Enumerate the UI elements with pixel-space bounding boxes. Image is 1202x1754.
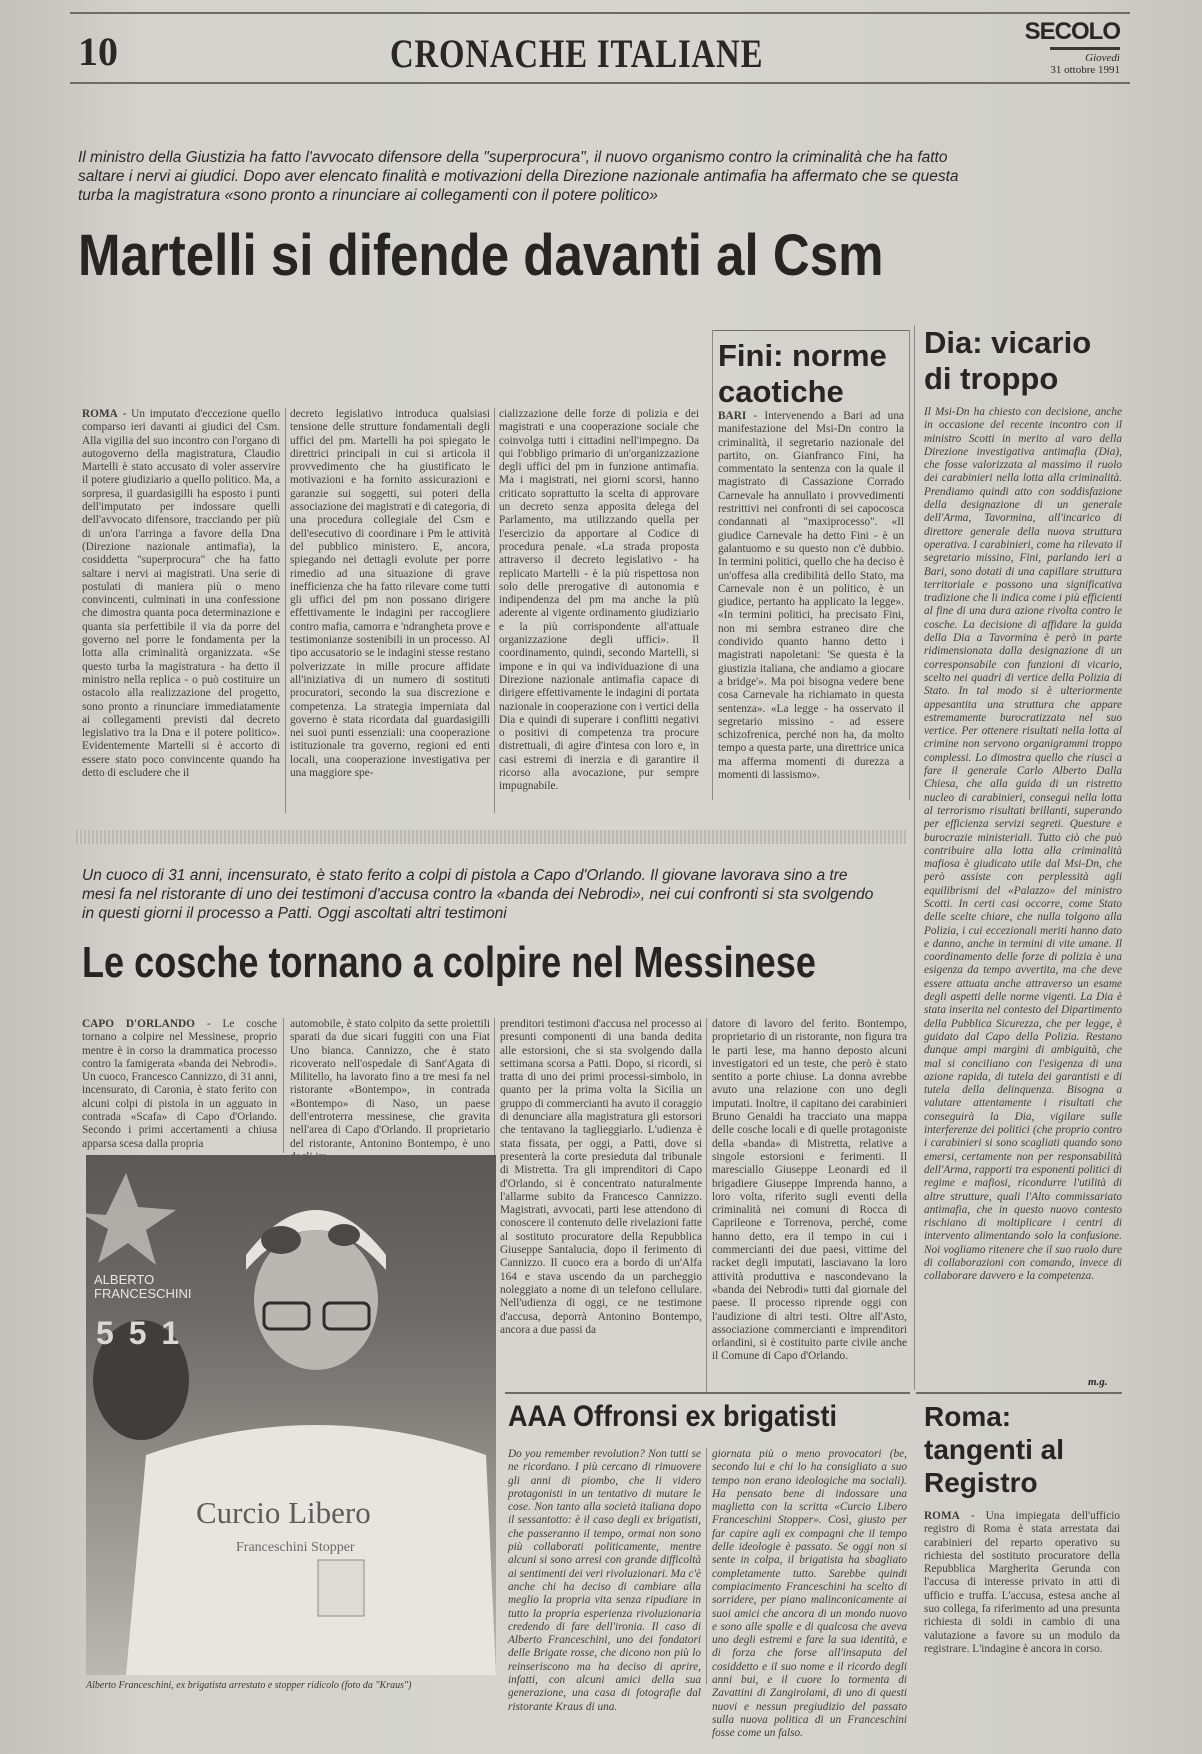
- dia-text: Il Msi-Dn ha chiesto con decisione, anche in occasione del recente incontro con il ministro Scotti in merito al varo della Direzione investigativa antimafia (Dia), che fosse valorizzata al massimo il ruolo dei carabinieri nella lotta alla criminalità. Prendiamo quindi atto con soddisfazione della designazione di un generale dell'Arma, Tavormina, all'incarico di direttore generale della nuova struttura operativa. I carabinieri, come ha rilevato il segretario missino, Fini, parlando ieri a Bari, sono dotati di una capillare struttura territoriale e possono una significativa tradizione che li indica come i più efficienti al fine di una dura azione rivolta contro le cosche. La decisione di affidare la guida della Dia a Tavormina è però in parte ridimensionata dalla designazione di un corresponsabile con funzioni di vicario, scelto nei quadri di vertice della Polizia di Stato. In tal modo si è ulteriormente appesantita una struttura che appare estremamente burocratizzata nel suo vertice. Per ottenere risultati nella lotta al crimine non servono organigrammi troppo complessi. Lo dimostra quello che riuscì a fare il generale Carlo Alberto Dalla Chiesa, che alla guida di un ristretto nucleo di carabinieri, conseguì nella lotta al terrorismo risultati brillanti, superando per efficienza servizi segreti. Questure e burocrazie ministeriali. Tutto ciò che può contribuire alla lotta alla criminalità mafiosa è giudicato utile dal Msi-Dn, che però assiste con perplessità agli equilibrismi del «Palazzo» del ministro Scotti. In certi casi occorre, come Stato delle scelte chiare, che nulla tolgono alla Polizia, i cui eccezionali meriti hanno dato e danno, anche in termini di vite umane. Il coordinamento delle forze di polizia è una esigenza da tempo avvertita, ma che deve essere attuata anche attraverso un esame degli aspetti delle norme vigenti. La Dia è stata inserita nel contesto del Dipartimento della Pubblica Sicurezza, che per legge, è guidato dal Capo della Polizia. Restano dunque ampi margini di ambiguità, che mal si conciliano con l'esigenza di una azione rapida, di tutela dei garantisti e di tutela della delinquenza. Bisogna a valutare attentamente i risultati che conseguirà la Dia, vigilare sulle interferenze dei politici (che proprio contro i carabinieri si sono scagliati quando sono emersi, certamente non per responsabilità dell'Arma, rapporti tra esponenti politici di regime e mafiosi, ricondurre l'utilità di altre strutture, quali l'Alto commissariato antimafia, che in questo nuovo contesto rischiano di moltiplicare i centri di intervento alimentando solo la confusione. Noi vogliamo ritenere che il suo ruolo dure di collaborazioni con comando, invece di collaborare davvero e la competenza.: [924, 406, 1122, 1283]
- dia-signature: m.g.: [1088, 1376, 1108, 1388]
- masthead: [1020, 18, 1120, 76]
- article4-dateline: ROMA: [924, 1510, 960, 1522]
- article1-column-3: cializzazione delle forze di polizia e dei magistrati e una cooperazione sociale che coinvolga tutti i cittadini nell'impegno. Da qui l'obbligo primario di un'organizzazione degli uffici del pm in funzione antimafia. Ma i magistrati, nei giorni scorsi, hanno criticato soprattutto la scelta di approvare un decreto senza apposita delega del Parlamento, ma utilizzando quella per l'esercizio da apportare al Codice di procedura penale. «La strada proposta attraverso il decreto legislativo - ha replicato Martelli - è la più rispettosa non solo delle prerogative di autonomia e indipendenza del pm ma anche la più aderente al vigente ordinamento giudiziario e la più corrispondente all'attuale organizzazione degli uffici». Il coordinamento, quindi, secondo Martelli, si impone e in qui va individuazione di una Direzione nazionale antimafia capace di dirigere effettivamente le indagini di portata nazionale in cooperazione con i vertici della Dia e quindi di superare i conflitti negativi o positivi di competenza tra procure distrettuali, di agire d'intesa con loro e, in casi estremi di inerzia e di garantire il ricorso alla avocazione, pur sempre impugnabile.: [499, 408, 699, 793]
- masthead-title: SECOLO: [1024, 18, 1120, 45]
- article4-body: - Una impiegata dell'ufficio registro di Roma è stata arrestata dai carabinieri del reparto operativo su richiesta del sostituto procuratore della Repubblica Margherita Gerunda con l'accusa di interesse privato in atti di ufficio e truffa. L'accusa, estesa anche al suo collega, fa riferimento ad una presunta richiesta di soldi in cambio di una valutazione a favore su un modulo da registrare. L'indagine è ancora in corso.: [924, 1510, 1120, 1655]
- article1-dateline: ROMA: [82, 408, 118, 420]
- article2-column-4: datore di lavoro del ferito. Bontempo, proprietario di un ristorante, non figura tra le parti lese, ma hanno deposto alcuni investigatori ed un teste, che però è stato sentito a porte chiuse. La donna avrebbe avuto una relazione con uno degli imputati. Inoltre, il capitano dei carabinieri Bruno Genaldi ha tracciato una mappa delle cosche locali e di quelle protagoniste della «banda» di Mistretta, relative a singole estorsioni e ferimenti. Il maresciallo Giuseppe Leonardi ed il brigadiere Giuseppe Imprenda hanno, a loro volta, riferito sugli eventi della criminalità nei comuni di Rocca di Caprileone e Torrenova, perché, come hanno detto, era il tempo in cui i commercianti dei due paesi, vittime del racket degli imputati, lasciavano la loro attività produttiva e nascondevano la «banda dei Nebrodi» tutti dal giornale del paese. Il processo riprende oggi con l'audizione di altri testi. Oltre all'Asto, associazione commercianti e imprenditori orlandini, si è costituito parte civile anche il Comune di Capo d'Orlando.: [712, 1018, 907, 1363]
- franceschini-photo: [86, 1155, 496, 1675]
- masthead-day: Giovedì: [1085, 52, 1120, 64]
- shirt-text-1: Curcio Libero: [196, 1495, 371, 1530]
- article3-headline: AAA Offronsi ex brigatisti: [508, 1400, 838, 1433]
- article1-column-2: decreto legislativo introduca qualsiasi tensione delle strutture fondamentali degli uffici del pm. Martelli ha poi spiegato le direttrici principali in cui si articola il provvedimento che ha giustificato le motivazioni e ha fornito assicurazioni e garanzie sui soggetti, sui poteri della associazione dei magistrati e di categoria, di una procedura collegiale del Csm e dell'esecutivo di coordinare i Pm le attività del pubblico ministero. E, ancora, spiegando nei dettagli evolute per porre rimedio ad una situazione di grave inefficienza che ha fatto rilevare come tutti gli uffici del pm non possano dirigere effettivamente le indagini per raccogliere contro mafia, camorra e 'ndrangheta prove e testimonianze sostenibili in un processo. Al tipo accusatorio se le indagini stesse restano polverizzate in mille procure affidate all'iniziativa di un numero di sostituti procuratori, secondo la sua discrezione e competenza. La strategia imperniata dal governo è stata ricordata dal guardasigilli nei suoi punti essenziali: una cooperazione istituzionale tra governo, regioni ed enti locali, una cooperazione investigativa per una maggiore spe-: [290, 408, 490, 780]
- column-divider: [706, 1448, 707, 1684]
- article3-column-1: Do you remember revolution? Non tutti se ne ricordano. I più cercano di rimuovere gli anni di piombo, che li videro protagonisti in un tentativo di mutare le cose. Non tanto alla società italiana dopo il sessantotto: è il caso degli ex brigatisti, che passeranno il tempo, ormai non sono più collaborati politicamente, mentre alcuni si sono arresi con grande difficoltà ai sentimenti dei veri rivoluzionari. Ma c'è anche chi ha deciso di cambiare alla meglio la propria vita senza ripudiare in tutto la propria esperienza rivoluzionaria credendo di fare dell'ironia. Il caso di Alberto Franceschini, uno dei fondatori delle Brigate rosse, che dicono non più lo reinseriscono ma ha deciso di aprire, infatti, con alcuni amici della sua generazione, una casa di fotografie dal ristorante Kraus di una.: [508, 1448, 701, 1713]
- photo-number: 5 5 1: [96, 1315, 183, 1351]
- article1-headline: Martelli si difende davanti al Csm: [78, 223, 884, 288]
- article2-column-1: [82, 1018, 277, 1158]
- article4-top-rule: [916, 1392, 1122, 1394]
- column-divider: [494, 408, 495, 813]
- column-divider: [706, 1018, 707, 1393]
- article1-column-1: [82, 408, 280, 816]
- article4-title: Roma: tangenti al Registro: [924, 1401, 1065, 1498]
- dia-column-divider: [914, 325, 915, 1390]
- fini-dateline: BARI: [718, 410, 747, 422]
- article-separator: [76, 830, 906, 844]
- article2-column-2: automobile, è stato colpito da sette proiettili sparati da due sicari fuggiti con una Fiat Uno bianca. Cannizzo, che è stato ricoverato nell'ospedale di Sant'Agata di Militello, ha lavorato fino a tre mesi fa nel ristorante «Bontempo», in contrada «Bontempo» di Naso, un paese dell'entroterra messinese, che gravita nell'area di Capo d'Orlando. Il proprietario del ristorante, Antonino Bontempo, è uno: [290, 1018, 490, 1150]
- fini-body: - Intervenendo a Bari ad una manifestazione del Msi-Dn contro la criminalità, il segretario nazionale del partito, on. Gianfranco Fini, ha commentato la sentenza con la quale il magistrato di Cassazione Corrado Carnevale ha annullato i provvedimenti restrittivi nei confronti di sei capocosca condannati al "maxiprocesso". «Il giudice Carnevale ha detto Fini - è un galantuomo e su questo non c'è dubbio. In termini politici, quello che ha deciso è un'offesa alla credibilità dello Stato, ma Carnevale non è un politico, è un giudice, pertanto ha applicato la legge». «In termini politici, ha precisato Fini, non mi sembra estraneo dire che condivido quanto hanno detto i magistrati napoletani: 'Se questa è la giustizia italiana, che andiamo a giocare a bridge'». Ma poi bisogna vedere bene cosa Carnevale ha richiamato in questa sentenza». «La legge - ha osservato il segretario missino - ad essere schizofrenica, perché non ha, da molto tempo a questa parte, una direttrice unica ma afferma momenti di durezza a momenti di lassismo».: [718, 410, 905, 782]
- star-logo-icon: [80, 1173, 176, 1265]
- fini-title: Fini: norme caotiche: [718, 338, 887, 409]
- top-rule: [70, 12, 1130, 14]
- page-date: 31 ottobre 1991: [1050, 64, 1120, 76]
- fini-box-right: [909, 330, 910, 800]
- photo-logo-line2: FRANCESCHINI: [94, 1286, 192, 1301]
- photo-logo-line1: ALBERTO: [94, 1272, 155, 1287]
- dia-title: Dia: vicario di troppo: [924, 325, 1092, 396]
- article4-text: [924, 1510, 1120, 1680]
- section-title: CRONACHE ITALIANE: [390, 31, 764, 76]
- helmet-spot: [328, 1224, 360, 1246]
- fini-text: [718, 410, 904, 802]
- photo-illustration: [86, 1155, 496, 1675]
- fini-box-left: [712, 330, 713, 800]
- photo-caption: Alberto Franceschini, ex brigatista arrestato e stopper ridicolo (foto da "Kraus"): [86, 1680, 412, 1691]
- shirt-text-2: Franceschini Stopper: [236, 1540, 355, 1555]
- article2-col1-text: - Le cosche tornano a colpire nel Messinese, proprio mentre è in corso la drammatica processo contro la famigerata «banda dei Nebrodi». Un cuoco, Francesco Cannizzo, di 31 anni, incensurato, di Caronia, è stato ferito con alcuni colpi di pistola in un agguato in contrada «Scafa» di Capo d'Orlando. Secondo i primi accertamenti a chiusa apparsa scesa dalla propria: [82, 1018, 277, 1150]
- article2-headline: Le cosche tornano a colpire nel Messinese: [82, 938, 816, 987]
- fini-box-top: [712, 330, 910, 331]
- column-divider: [285, 408, 286, 813]
- article3-column-2: giornata più o meno provocatori (be, secondo lui e chi lo ha consigliato a suo tempo non erano ideologiche ma sociali). Ha pensato bene di indossare una maglietta con la scritta «Curcio Libero Franceschini Stopper». Così, giusto per far capire agli ex compagni che il tempo delle ideologie è passato. Se oggi non si sente in colpa, il brigatista ha sbagliato completamente tutto. Sarebbe quindi compiacimento Franceschini ha scelto di sorridere, per piano malinconicamente ai suoi amici che ancora di un mondo nuovo e sono alle spalle e di qualcosa che aveva uno degli estremi e fare la sua identità, e di forza che forse all'insaputa del cosiddetto e il suo nome e il ricordo degli anni bui, e il cuore lo tormenta di Zavattini di Zangirolami, di uno di questi nuovi e nessun pregiudizio del passato sulla nuova politica di un Franceschini fosse come un falso.: [712, 1448, 907, 1740]
- article2-dateline: CAPO D'ORLANDO: [82, 1018, 195, 1030]
- header-rule: [70, 82, 1130, 84]
- article2-kicker: Un cuoco di 31 anni, incensurato, è stato ferito a colpi di pistola a Capo d'Orlando. Il giovane lavorava sino a tre mesi fa nel ristorante di uno dei testimoni d'accusa contro la «banda dei Nebrodi», nei cui confronti si sta svolgendo in questi giorni il processo a Patti. Oggi ascoltati altri testimoni: [82, 867, 874, 922]
- shirt-print: [318, 1560, 364, 1616]
- article2-column-3: prenditori testimoni d'accusa nel processo ai presunti componenti di una banda dedita alle estorsioni, che si sta svolgendo dalla settimana scorsa a Patti. Dopo, si ricordi, si tratta di uno dei primi processi-simbolo, in quanto per la prima volta la Sicilia un gruppo di commercianti ha avuto il coraggio di denunciare alla magistratura gli estorsori che tentavano la taglieggiarlo. L'udienza è stata fissata, per oggi, a Patti, dove si presenterà la corte presieduta dal tribunale di Mistretta. Tra gli imprenditori di Capo d'Orlando, si è concentrato naturalmente l'allarme subito da Francesco Cannizzo. Magistrati, avvocati, parti lese attendono di conoscere il contenuto delle rivelazioni fatte al sostituto procuratore della Repubblica Giuseppe Santalucia, dopo il ferimento di Cannizzo. Il cuoco era a bordo di un'Alfa 164 e stava uscendo da un parcheggio noleggiato a nome di un telefono cellulare. Nell'udienza di oggi, ce ne testimone d'accusa, deporrà Antonino Bontempo, ancora a due passi da: [500, 1018, 702, 1336]
- column-divider: [283, 1018, 284, 1153]
- photo-logo-text: [94, 1273, 192, 1301]
- helmet-spot: [261, 1226, 301, 1254]
- article1-kicker: Il ministro della Giustizia ha fatto l'avvocato difensore della "superprocura", il nuovo organismo contro la criminalità che ha fatto saltare i nervi ai giudici. Dopo aver elencato finalità e motivazioni della Direzione nazionale antimafia ha affermato che se questa turba la magistratura «sono pronto a rinunciare ai collegamenti con il potere politico»: [78, 149, 959, 204]
- page-number: 10: [78, 29, 118, 74]
- masthead-bar: [1050, 47, 1120, 50]
- article1-col1-text: - Un imputato d'eccezione quello comparso ieri davanti ai giudici del Csm. Alla vigilia del suo incontro con l'organo di autogoverno della magistratura, Claudio Martelli è stato accusato di voler asservire il potere giudiziario a quello politico. Ma, a sorpresa, il guardasigilli ha esposto i punti dell'imputato per indossare quelli dell'avvocato difensore, tracciando per più di un'ora l'arringa a favore della Dna (Direzione nazionale antimafia), la cosiddetta "superprocura" che ha fatto saltare i nervi ai magistrati. Una serie di postulati di maniera più o meno convincenti, culminati in una confessione che dimostra quanta poca determinazione e quanta sia perfettibile il via da porre del governo nel porre le fondamenta per la lotta alla criminalità organizzata. «Se questo turba la magistratura - ha detto il ministro nella replica - o può costituire un ostacolo alla realizzazione del progetto, sono pronto a rinunciare immediatamente ai collegamenti previsti dal decreto legislativo tra la Dna e il potere politico». Evidentemente Martelli si è accorto di essere stato poco convincente quando ha detto di escludere che il: [82, 408, 280, 780]
- article3-top-rule: [505, 1392, 910, 1394]
